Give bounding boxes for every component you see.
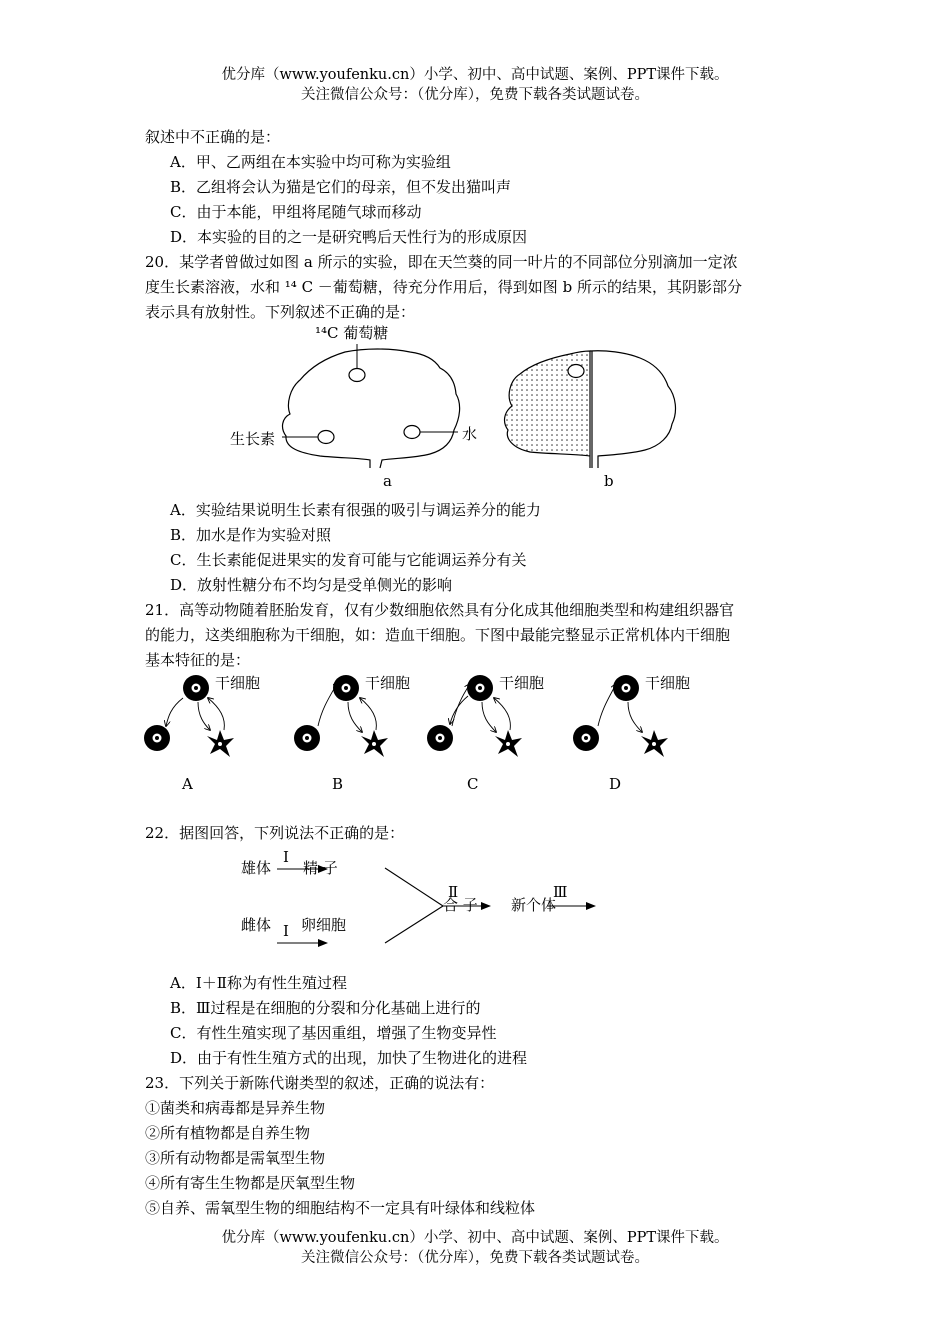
svg-text:干细胞: 干细胞 — [645, 674, 691, 692]
new-individual-label: 新个体 — [511, 896, 557, 914]
q19-stem-tail: 叙述中不正确的是： — [145, 128, 281, 146]
zygote-label: 合 子 — [443, 896, 478, 914]
male-label: 雄体 — [241, 859, 272, 877]
q23-item-2: ②所有植物都是自养生物 — [145, 1124, 311, 1142]
q21-stem-3: 基本特征的是： — [145, 651, 251, 669]
q20-leaf-figure — [220, 318, 700, 493]
option-d-diagram — [573, 674, 690, 793]
option-c-label: C — [467, 775, 479, 793]
option-d-label: D — [609, 775, 622, 793]
q19-option-b: B．乙组将会认为猫是它们的母亲，但不发出猫叫声 — [170, 178, 512, 196]
glucose-label: ¹⁴C 葡萄糖 — [315, 324, 389, 342]
svg-text:干细胞: 干细胞 — [499, 674, 545, 692]
q22-reproduction-figure — [235, 844, 615, 954]
q20-stem-2: 度生长素溶液，水和 ¹⁴ C －葡萄糖，待充分作用后，得到如图 b 所示的结果，其阴影部分 — [145, 278, 742, 296]
q22-option-c: C．有性生殖实现了基因重组，增强了生物变异性 — [170, 1024, 497, 1042]
q23-item-5: ⑤自养、需氧型生物的细胞结构不一定具有叶绿体和线粒体 — [145, 1199, 536, 1217]
q19-option-c: C．由于本能，甲组将尾随气球而移动 — [170, 203, 422, 221]
footer-line-2: 关注微信公众号：（优分库），免费下载各类试题试卷。 — [301, 1250, 649, 1266]
q23-item-4: ④所有寄生生物都是厌氧型生物 — [145, 1174, 356, 1192]
glucose-spot — [349, 369, 365, 382]
option-a-diagram — [144, 674, 260, 793]
q23-item-1: ①菌类和病毒都是异养生物 — [145, 1099, 326, 1117]
step2-label: Ⅱ — [448, 883, 459, 901]
q21-stem-cell-figure — [140, 668, 720, 798]
q20-option-c: C．生长素能促进果实的发育可能与它能调运养分有关 — [170, 551, 527, 569]
q23-stem: 23．下列关于新陈代谢类型的叙述，正确的说法有： — [145, 1074, 495, 1092]
q21-stem-1: 21．高等动物随着胚胎发育，仅有少数细胞依然具有分化成其他细胞类型和构建组织器官 — [145, 601, 735, 619]
option-a-label: A — [182, 775, 193, 793]
q22-option-a: A．Ⅰ＋Ⅱ称为有性生殖过程 — [170, 974, 347, 992]
step1-bottom: Ⅰ — [283, 922, 289, 940]
option-b-diagram — [294, 674, 410, 793]
step3-label: Ⅲ — [553, 883, 568, 901]
q20-stem-1: 20．某学者曾做过如图 a 所示的实验，即在天竺葵的同一叶片的不同部位分别滴加一定浓 — [145, 253, 738, 271]
q22-option-d: D．由于有性生殖方式的出现，加快了生物进化的进程 — [170, 1049, 528, 1067]
water-label: 水 — [462, 425, 478, 443]
q20-stem-3: 表示具有放射性。下列叙述不正确的是： — [145, 303, 416, 321]
q19-option-a: A．甲、乙两组在本实验中均可称为实验组 — [170, 153, 451, 171]
option-b-label: B — [332, 775, 344, 793]
sperm-label: 精 子 — [303, 859, 338, 877]
q22-stem: 22．据图回答，下列说法不正确的是： — [145, 824, 405, 842]
auxin-spot — [318, 431, 334, 444]
header-line-1: 优分库（www.youfenku.cn）小学、初中、高中试题、案例、PPT课件下载。 — [221, 67, 729, 83]
q19-option-d: D．本实验的目的之一是研究鸭后天性行为的形成原因 — [170, 228, 528, 246]
q20-option-b: B．加水是作为实验对照 — [170, 526, 332, 544]
step1-top: Ⅰ — [283, 848, 289, 866]
leaf-b-clear-half — [590, 351, 675, 468]
egg-label: 卵细胞 — [301, 916, 347, 934]
label-a: a — [383, 472, 392, 490]
female-label: 雌体 — [241, 916, 272, 934]
leaf-a-outline — [283, 349, 460, 468]
q20-option-d: D．放射性糖分布不均匀是受单侧光的影响 — [170, 576, 453, 594]
header-line-2: 关注微信公众号：（优分库），免费下载各类试题试卷。 — [301, 87, 649, 103]
label-b: b — [604, 472, 614, 490]
auxin-label: 生长素 — [230, 430, 276, 448]
q20-option-a: A．实验结果说明生长素有很强的吸引与调运养分的能力 — [170, 501, 541, 519]
water-spot — [404, 426, 420, 439]
footer-line-1: 优分库（www.youfenku.cn）小学、初中、高中试题、案例、PPT课件下载。 — [221, 1230, 729, 1246]
q22-option-b: B．Ⅲ过程是在细胞的分裂和分化基础上进行的 — [170, 999, 481, 1017]
q23-item-3: ③所有动物都是需氧型生物 — [145, 1149, 326, 1167]
q21-stem-2: 的能力，这类细胞称为干细胞，如：造血干细胞。下图中最能完整显示正常机体内干细胞 — [145, 626, 731, 644]
svg-text:干细胞: 干细胞 — [365, 674, 411, 692]
option-c-diagram — [427, 674, 544, 793]
svg-text:干细胞: 干细胞 — [215, 674, 261, 692]
